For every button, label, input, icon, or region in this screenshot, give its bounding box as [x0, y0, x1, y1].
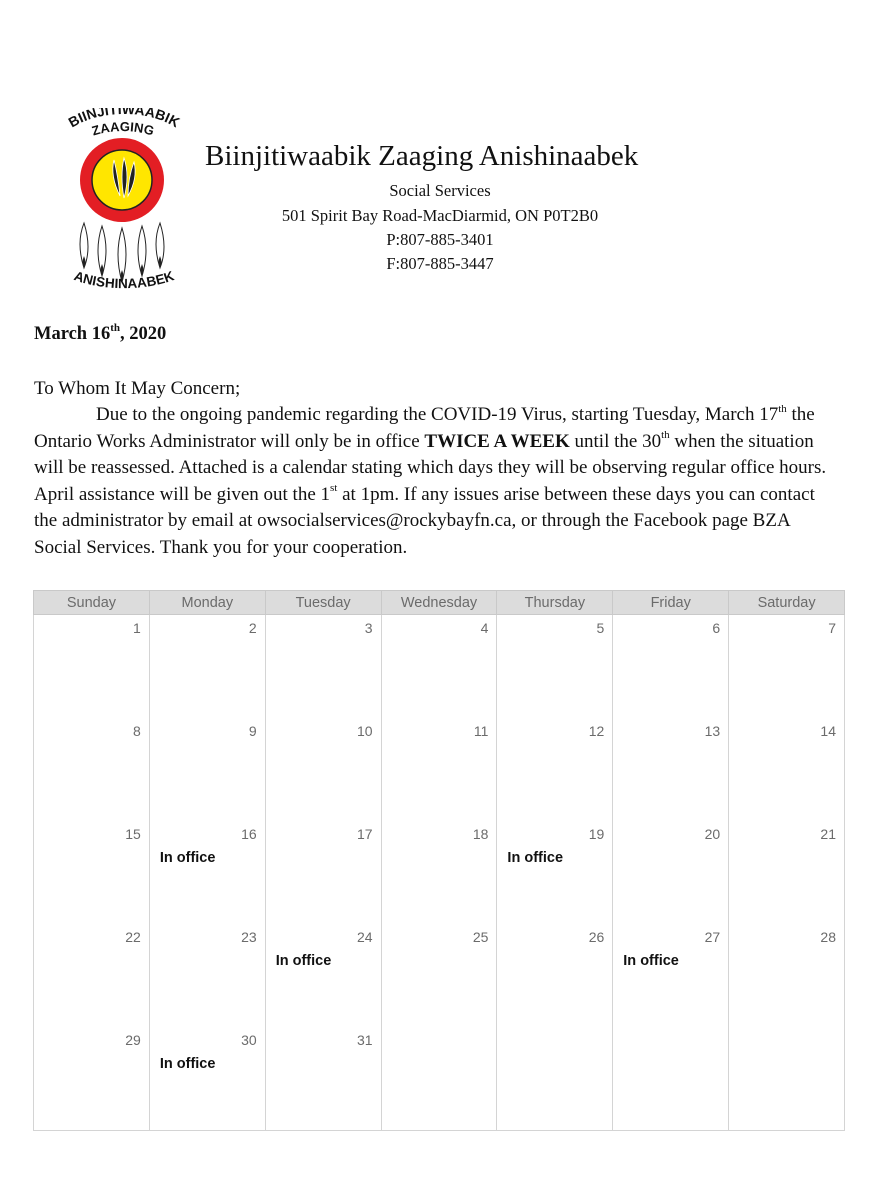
calendar-day-cell [613, 1027, 729, 1130]
day-number: 23 [241, 929, 257, 945]
day-number: 5 [596, 620, 605, 636]
calendar-day-cell [729, 924, 845, 1027]
letter-body [34, 402, 834, 562]
calendar-day-cell [613, 718, 729, 821]
day-number: 13 [704, 723, 721, 739]
weekday-tuesday: Tuesday [266, 591, 382, 614]
calendar-header [33, 590, 845, 615]
day-note: In office [159, 850, 216, 866]
letter-text-5: at 1pm. If any issues arise between these days you can contact the administrator by email at owsocialservices@rockybayfn.ca, or through the Facebook page BZA Social Services. Thank you for your cooperation. [34, 483, 815, 558]
department-text: Social Services [389, 181, 491, 200]
day-note: In office [623, 953, 679, 969]
calendar-day-cell [729, 821, 845, 924]
day-number: 10 [356, 723, 373, 739]
department-line [0, 181, 880, 201]
day-number: 18 [472, 826, 489, 842]
letter-greeting: To Whom It May Concern; [34, 378, 241, 399]
weekday-saturday: Saturday [757, 595, 816, 611]
date-suffix: , 2020 [120, 324, 167, 344]
day-number: 19 [588, 826, 605, 842]
weekday-friday: Friday [613, 591, 729, 614]
calendar-day-cell [613, 615, 729, 718]
calendar-day-cell [150, 924, 266, 1027]
day-number: 25 [472, 929, 489, 945]
calendar-day-cell [729, 1027, 845, 1130]
letter-text-2: the Ontario Works Administrator will only be in office [34, 404, 815, 452]
calendar-day-cell [266, 1027, 382, 1130]
logo-text-top: BIINJITIWAABIK [65, 108, 183, 131]
day-number: 7 [828, 620, 836, 636]
day-number: 27 [704, 929, 721, 945]
calendar-day-cell [266, 718, 382, 821]
calendar-day-cell [382, 924, 498, 1027]
calendar-day-cell [497, 718, 613, 821]
calendar-day-cell [382, 1027, 498, 1130]
calendar-day-cell [150, 1027, 266, 1130]
address-text: 501 Spirit Bay Road-MacDiarmid, ON P0T2B0 [281, 206, 599, 225]
letter-date [34, 321, 167, 345]
letter-sup-1: th [778, 402, 787, 415]
calendar [33, 590, 845, 1160]
day-number: 28 [820, 929, 836, 945]
calendar-day-cell [729, 615, 845, 718]
day-number: 29 [125, 1032, 141, 1048]
day-number: 14 [820, 723, 836, 739]
day-number: 2 [248, 620, 257, 636]
day-number: 24 [356, 929, 373, 945]
fax-line [0, 254, 880, 274]
calendar-day-cell [497, 615, 613, 718]
calendar-day-cell [497, 1027, 613, 1130]
calendar-day-cell [382, 615, 498, 718]
organization-name: Biinjitiwaabik Zaaging Anishinaabek [205, 140, 639, 172]
phone-text: P:807-885-3401 [386, 230, 494, 249]
calendar-day-cell [266, 821, 382, 924]
calendar-day-cell [382, 821, 498, 924]
day-number: 31 [356, 1032, 373, 1048]
logo-text-bottom: ANISHINAABEK [72, 268, 176, 292]
calendar-day-cell [34, 924, 150, 1027]
calendar-day-cell [34, 615, 150, 718]
day-number: 11 [473, 723, 489, 739]
fax-text: F:807-885-3447 [386, 254, 494, 273]
day-number: 20 [704, 826, 721, 842]
weekday-wednesday: Wednesday [382, 591, 498, 614]
date-sup: th [110, 321, 120, 334]
calendar-day-cell [150, 821, 266, 924]
day-number: 16 [241, 826, 257, 842]
day-note: In office [275, 953, 332, 969]
calendar-grid [33, 615, 845, 1131]
letter-text-1: Due to the ongoing pandemic regarding the COVID-19 Virus, starting Tuesday, March 17 [96, 404, 779, 425]
svg-text:ZAAGING [90, 119, 156, 138]
calendar-day-cell [150, 615, 266, 718]
calendar-day-cell [382, 718, 498, 821]
calendar-day-cell [497, 821, 613, 924]
letter-emphasis: TWICE A WEEK [424, 430, 570, 452]
day-number: 30 [241, 1032, 257, 1048]
letter-text-3: until the 30 [569, 430, 662, 452]
day-number: 12 [588, 723, 605, 739]
day-number: 15 [125, 826, 141, 842]
calendar-day-cell [613, 821, 729, 924]
letter-text-4: when the situation will be reassessed. Attached is a calendar stating which days they will be observing regular office hours. April assistance will be given out the 1 [34, 430, 827, 505]
calendar-day-cell [34, 821, 150, 924]
calendar-day-cell [34, 1027, 150, 1130]
calendar-day-cell [497, 924, 613, 1027]
calendar-day-cell [266, 615, 382, 718]
calendar-day-cell [150, 718, 266, 821]
day-number: 8 [133, 723, 141, 739]
day-note: In office [507, 850, 564, 866]
calendar-day-cell [729, 718, 845, 821]
calendar-day-cell [266, 924, 382, 1027]
day-number: 26 [588, 929, 605, 945]
date-prefix: March 16 [34, 324, 111, 344]
day-number: 1 [133, 620, 141, 636]
weekday-thursday: Thursday [497, 591, 613, 614]
day-number: 3 [364, 620, 373, 636]
day-note: In office [159, 1056, 216, 1072]
logo-text-top-2: ZAAGING [90, 119, 156, 139]
day-number: 21 [820, 826, 836, 842]
day-number: 4 [480, 620, 489, 636]
letter-sup-4: st [330, 482, 338, 495]
calendar-day-cell [34, 718, 150, 821]
calendar-day-cell [613, 924, 729, 1027]
day-number: 6 [712, 620, 721, 636]
letter-sup-3: th [661, 429, 670, 442]
day-number: 22 [125, 929, 141, 945]
day-number: 17 [356, 826, 373, 842]
address-line [0, 206, 880, 226]
phone-line [0, 230, 880, 250]
weekday-sunday: Sunday [34, 591, 150, 614]
weekday-monday: Monday [150, 591, 266, 614]
day-number: 9 [248, 723, 257, 739]
